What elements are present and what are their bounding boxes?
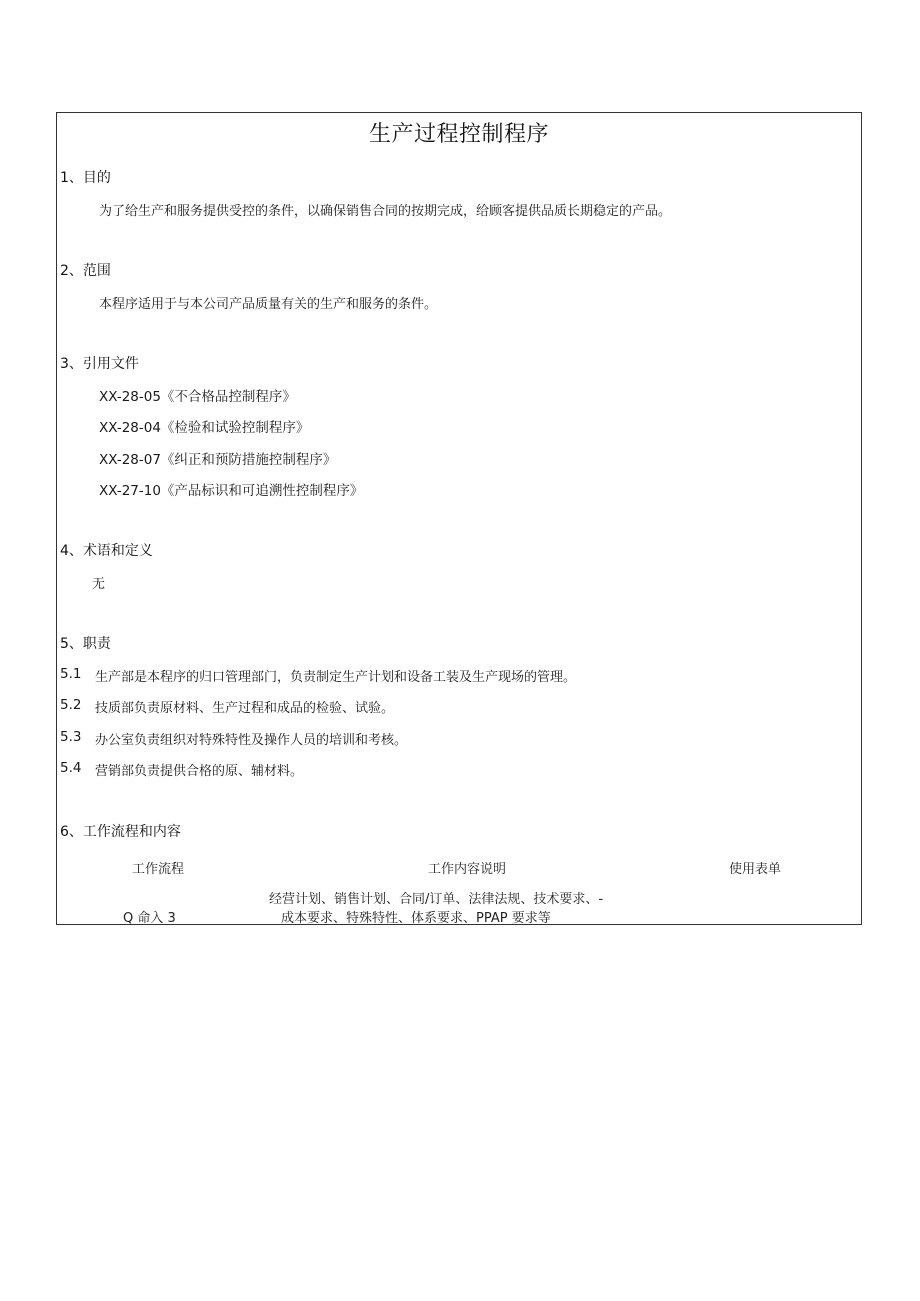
section-heading-workflow: 6、工作流程和内容 (60, 824, 181, 840)
responsibility-text: 生产部是本程序的归口管理部门，负责制定生产计划和设备工装及生产现场的管理。 (95, 670, 577, 685)
column-header-description: 工作内容说明 (428, 862, 507, 877)
column-header-forms: 使用表单 (729, 862, 782, 877)
section-heading-terms: 4、术语和定义 (60, 543, 153, 559)
section-heading-references: 3、引用文件 (60, 356, 139, 372)
reference-item: XX-28-07《纠正和预防措施控制程序》 (99, 452, 337, 468)
responsibility-number: 5.2 (60, 697, 82, 713)
scope-text: 本程序适用于与本公司产品质量有关的生产和服务的条件。 (99, 297, 438, 312)
responsibility-text: 办公室负责组织对特殊特性及操作人员的培训和考核。 (95, 733, 408, 748)
terms-text: 无 (92, 577, 106, 592)
reference-item: XX-27-10《产品标识和可追溯性控制程序》 (99, 483, 364, 499)
reference-item: XX-28-04《检验和试验控制程序》 (99, 420, 310, 436)
document-title: 生产过程控制程序 (368, 122, 549, 147)
document-frame (56, 112, 862, 925)
section-heading-scope: 2、范围 (60, 263, 111, 279)
responsibility-number: 5.3 (60, 729, 82, 745)
section-heading-purpose: 1、目的 (60, 170, 111, 186)
section-heading-responsibilities: 5、职责 (60, 636, 111, 652)
workflow-flow-label: Q 命入 3 (123, 911, 176, 926)
responsibility-number: 5.4 (60, 760, 82, 776)
column-header-flow: 工作流程 (132, 862, 185, 877)
workflow-description-line1: 经营计划、销售计划、合同/订单、法律法规、技术要求、- (269, 892, 604, 907)
workflow-description-line2: 成本要求、特殊特性、体系要求、PPAP 要求等 (281, 911, 551, 926)
responsibility-text: 技质部负责原材料、生产过程和成品的检验、试验。 (95, 701, 395, 716)
responsibility-number: 5.1 (60, 666, 82, 682)
purpose-text: 为了给生产和服务提供受控的条件，以确保销售合同的按期完成，给顾客提供品质长期稳定的产品。 (99, 204, 672, 219)
responsibility-text: 营销部负责提供合格的原、辅材料。 (95, 764, 304, 779)
reference-item: XX-28-05《不合格品控制程序》 (99, 389, 296, 405)
